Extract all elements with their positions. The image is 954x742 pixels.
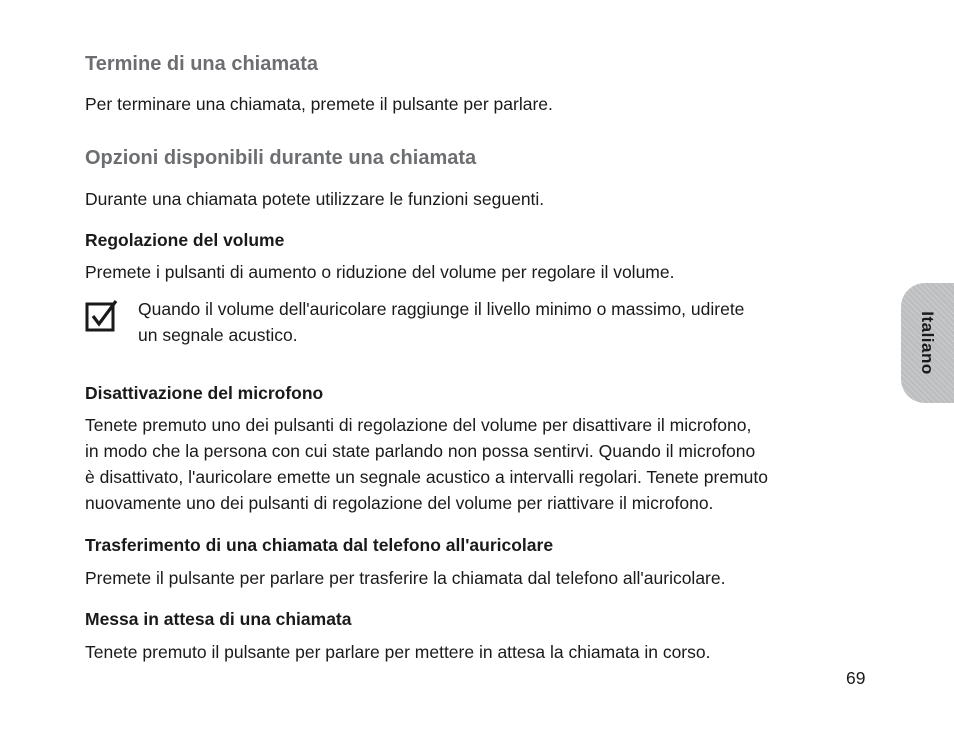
paragraph-transfer: Premete il pulsante per parlare per trasferire la chiamata dal telefono all'auricolare. [85, 568, 726, 588]
heading-mute: Disattivazione del microfono [85, 383, 324, 403]
paragraph-line: nuovamente uno dei pulsanti di regolazione del volume per riattivare il microfono. [85, 493, 714, 513]
paragraph-line: Tenete premuto uno dei pulsanti di regolazione del volume per disattivare il microfono, [85, 415, 752, 435]
heading-hold: Messa in attesa di una chiamata [85, 609, 352, 629]
paragraph-volume: Premete i pulsanti di aumento o riduzione del volume per regolare il volume. [85, 262, 675, 282]
paragraph-line: in modo che la persona con cui state parlando non possa sentirvi. Quando il microfono [85, 441, 756, 461]
paragraph-hold: Tenete premuto il pulsante per parlare per mettere in attesa la chiamata in corso. [85, 642, 711, 662]
language-side-tab-label: Italiano [918, 311, 937, 375]
paragraph-call-options: Durante una chiamata potete utilizzare le funzioni seguenti. [85, 189, 545, 209]
note-line: Quando il volume dell'auricolare raggiunge il livello minimo o massimo, udirete [138, 299, 745, 319]
checkbox-note-icon [85, 299, 119, 333]
paragraph-line: è disattivato, l'auricolare emette un segnale acustico a intervalli regolari. Tenete premuto [85, 467, 768, 487]
note-volume [85, 296, 875, 350]
heading-call-options: Opzioni disponibili durante una chiamata [85, 147, 477, 169]
note-line: un segnale acustico. [138, 325, 298, 345]
paragraph-end-call: Per terminare una chiamata, premete il pulsante per parlare. [85, 94, 553, 114]
heading-end-call: Termine di una chiamata [85, 53, 319, 75]
page-number: 69 [846, 668, 866, 688]
heading-volume: Regolazione del volume [85, 230, 285, 250]
heading-transfer: Trasferimento di una chiamata dal telefono all'auricolare [85, 535, 554, 555]
paragraph-mute [85, 412, 768, 516]
note-text [138, 296, 744, 348]
